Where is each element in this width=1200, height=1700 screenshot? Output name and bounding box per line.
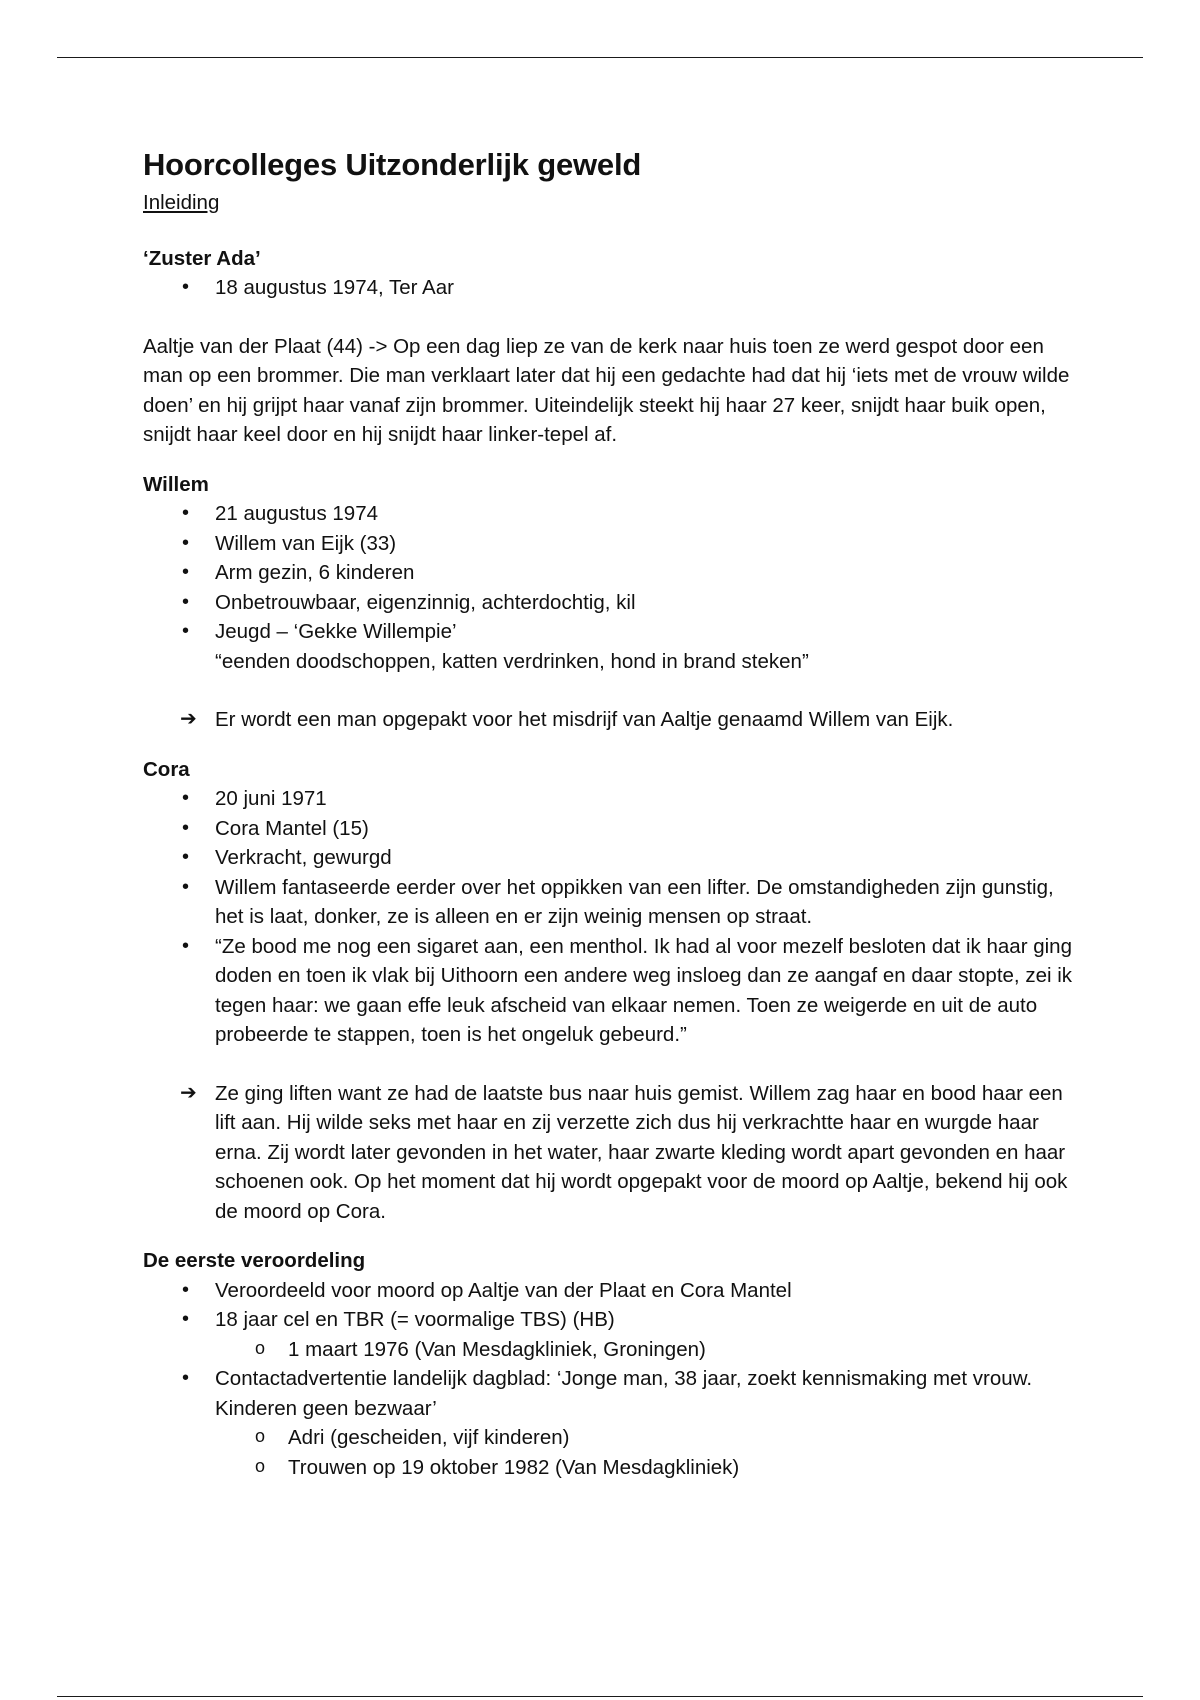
list-item-text: Jeugd – ‘Gekke Willempie’ bbox=[215, 620, 457, 643]
list-item: • 21 augustus 1974 bbox=[143, 499, 1083, 529]
quote-continuation: “eenden doodschoppen, katten verdrinken, hond in brand steken” bbox=[215, 649, 809, 673]
sub-list-item: o Adri (gescheiden, vijf kinderen) bbox=[143, 1423, 1083, 1453]
bullet-list bbox=[143, 1364, 1083, 1423]
section-heading-eerste-veroordeling: De eerste veroordeling bbox=[143, 1249, 366, 1272]
arrow-list bbox=[143, 705, 1083, 735]
list-item: • “Ze bood me nog een sigaret aan, een menthol. Ik had al voor mezelf besloten dat ik haar ging doden en toen ik vlak bij Uithoorn een andere weg insloeg dan ze aangaf en daar stopte, zei ik tegen haar: we gaan effe leuk afscheid van elkaar nemen. Toen ze weigerde en uit de auto probeerde te stappen, toen is het ongeluk gebeurd.” bbox=[143, 932, 1083, 1050]
section-heading-cora: Cora bbox=[143, 757, 190, 781]
page-title: Hoorcolleges Uitzonderlijk geweld bbox=[143, 147, 642, 182]
header-rule bbox=[57, 57, 1143, 58]
sub-list bbox=[143, 1335, 1083, 1365]
bullet-list bbox=[143, 499, 1083, 676]
sub-list bbox=[143, 1423, 1083, 1482]
list-item: • Willem fantaseerde eerder over het oppikken van een lifter. De omstandigheden zijn gunstig, het is laat, donker, ze is alleen en er zijn weinig mensen op straat. bbox=[143, 873, 1083, 932]
sub-list-item: o 1 maart 1976 (Van Mesdagkliniek, Groningen) bbox=[143, 1335, 1083, 1365]
document-body bbox=[143, 144, 1083, 1482]
bullet-list bbox=[143, 784, 1083, 1050]
list-item: • Verkracht, gewurgd bbox=[143, 843, 1083, 873]
list-item bbox=[143, 617, 1083, 676]
section-heading-willem: Willem bbox=[143, 472, 209, 496]
list-item: • 18 augustus 1974, Ter Aar bbox=[143, 273, 1083, 303]
list-item: • Onbetrouwbaar, eigenzinnig, achterdochtig, kil bbox=[143, 588, 1083, 618]
footer-rule bbox=[57, 1696, 1143, 1697]
list-item: • Cora Mantel (15) bbox=[143, 814, 1083, 844]
paragraph-aaltje: Aaltje van der Plaat (44) -> Op een dag liep ze van de kerk naar huis toen ze werd gespot door een man op een brommer. Die man verklaart later dat hij een gedachte had dat hij ‘iets met de vrouw wilde doen’ en hij grijpt haar vanaf zijn brommer. Uiteindelijk steekt hij haar 27 keer, snijdt haar buik open, snijdt haar keel door en hij snijdt haar linker-tepel af. bbox=[143, 334, 1070, 446]
list-item: • 18 jaar cel en TBR (= voormalige TBS) (HB) bbox=[143, 1305, 1083, 1335]
arrow-item: ➔ Ze ging liften want ze had de laatste bus naar huis gemist. Willem zag haar en bood haar een lift aan. Hij wilde seks met haar en zij verzette zich dus hij verkrachtte haar en wurgde haar erna. Zij wordt later gevonden in het water, haar zwarte kleding wordt apart gevonden en haar schoenen ook. Op het moment dat hij wordt opgepakt voor de moord op Aaltje, bekend hij ook de moord op Cora. bbox=[143, 1079, 1083, 1227]
section-heading-zuster-ada: ‘Zuster Ada’ bbox=[143, 246, 261, 270]
arrow-list bbox=[143, 1079, 1083, 1227]
list-item: • Arm gezin, 6 kinderen bbox=[143, 558, 1083, 588]
arrow-item: ➔ Er wordt een man opgepakt voor het misdrijf van Aaltje genaamd Willem van Eijk. bbox=[143, 705, 1083, 735]
list-item: • 20 juni 1971 bbox=[143, 784, 1083, 814]
list-item: • Willem van Eijk (33) bbox=[143, 529, 1083, 559]
bullet-list bbox=[143, 273, 1083, 303]
list-item: • Veroordeeld voor moord op Aaltje van der Plaat en Cora Mantel bbox=[143, 1276, 1083, 1306]
list-item: • Contactadvertentie landelijk dagblad: ‘Jonge man, 38 jaar, zoekt kennismaking met vrouw. Kinderen geen bezwaar’ bbox=[143, 1364, 1083, 1423]
page-subtitle: Inleiding bbox=[143, 191, 220, 214]
bullet-list bbox=[143, 1276, 1083, 1335]
sub-list-item: o Trouwen op 19 oktober 1982 (Van Mesdagkliniek) bbox=[143, 1453, 1083, 1483]
